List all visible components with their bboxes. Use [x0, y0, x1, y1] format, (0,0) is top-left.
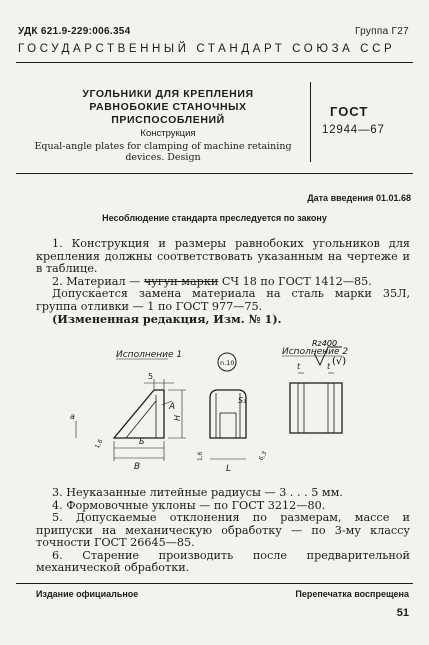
violation-notice: Несоблюдение стандарта преследуется по закону: [102, 213, 327, 223]
paragraph-2-cont: Допускается замена материала на сталь марки 35Л, группа отливки — 1 по ГОСТ 977—75.: [36, 287, 410, 313]
dim-n10: n.10: [220, 359, 235, 367]
dim-a-small: a: [70, 412, 75, 421]
subtitle-ru: Конструкция: [140, 128, 196, 139]
title-rule: [16, 173, 413, 174]
body-top: [36, 238, 410, 326]
header-rule: [16, 62, 413, 63]
subtitle-en-line-2: devices. Design: [125, 152, 201, 163]
roughness-6-3: 6,3: [257, 450, 269, 462]
roughness-value: Rz400: [312, 339, 338, 348]
paragraph-1: 1. Конструкция и размеры равнобоких угольников для крепления должны соответствовать указанным на чертеже и в таблице.: [36, 237, 410, 275]
dim-t-right: t: [327, 362, 331, 371]
dim-a: A: [169, 402, 176, 412]
udk-code: УДК 621.9-229:006.354: [18, 26, 131, 37]
document-title: [48, 88, 288, 127]
footer-rule: [16, 583, 413, 584]
variant-2-label: Исполнение 2: [282, 347, 349, 357]
p2-text-a: 2. Материал —: [52, 274, 144, 288]
dim-b-small: Б: [139, 437, 145, 446]
title-line-1: УГОЛЬНИКИ ДЛЯ КРЕПЛЕНИЯ: [82, 88, 254, 100]
p2-struck-text: чугун марки: [143, 274, 219, 288]
subtitle-en-line-1: Equal-angle plates for clamping of machine retaining: [34, 141, 292, 152]
p2-text-b: СЧ 18 по ГОСТ 1412—85.: [218, 274, 372, 288]
title-divider: [310, 82, 311, 162]
gost-label: ГОСТ: [330, 104, 369, 119]
group-code: Группа Г27: [354, 26, 409, 37]
page-number: 51: [396, 607, 409, 619]
paragraph-3: 3. Неуказанные литейные радиусы — 3 . . . 5 мм.: [52, 486, 343, 499]
technical-drawing: [64, 343, 364, 483]
dim-t-left: t: [297, 362, 301, 371]
paragraph-6: 6. Старение производить после предварительной механической обработки.: [36, 548, 410, 574]
angle-plate-front-view: [197, 353, 269, 474]
body-bottom: [36, 487, 410, 575]
introduction-date: Дата введения 01.01.68: [307, 193, 411, 203]
variant-1-label: Исполнение 1: [116, 350, 183, 360]
standard-name: ГОСУДАРСТВЕННЫЙ СТАНДАРТ СОЮЗА ССР: [18, 43, 396, 55]
title-line-2: РАВНОБОКИЕ СТАНОЧНЫХ: [89, 101, 247, 113]
dim-s1: S₁: [238, 396, 247, 405]
gost-number: 12944—67: [322, 124, 385, 136]
paragraph-5: 5. Допускаемые отклонения по размерам, массе и припуски на механическую обработку — по 3-му классу точности ГОСТ 26645—85.: [36, 511, 410, 549]
official-edition: Издание официальное: [36, 589, 139, 599]
subtitle-en: [28, 141, 298, 163]
roughness-suffix: (√): [332, 356, 347, 367]
amendment-note: (Измененная редакция, Изм. № 1).: [52, 312, 282, 326]
dim-b: B: [134, 462, 141, 472]
dim-five: 5: [148, 372, 154, 381]
angle-plate-side-view: [70, 372, 186, 472]
reprint-prohibited: Перепечатка воспрещена: [295, 589, 409, 599]
dim-h: H: [173, 414, 182, 421]
title-line-3: ПРИСПОСОБЛЕНИЙ: [111, 114, 225, 126]
dim-l: L: [226, 464, 232, 474]
roughness-1-6-a: 1,6: [93, 438, 105, 450]
paragraph-4: 4. Формовочные уклоны — по ГОСТ 3212—80.: [52, 498, 326, 512]
roughness-1-6-b: 1,6: [197, 451, 204, 461]
variant-2-view: [290, 362, 342, 433]
